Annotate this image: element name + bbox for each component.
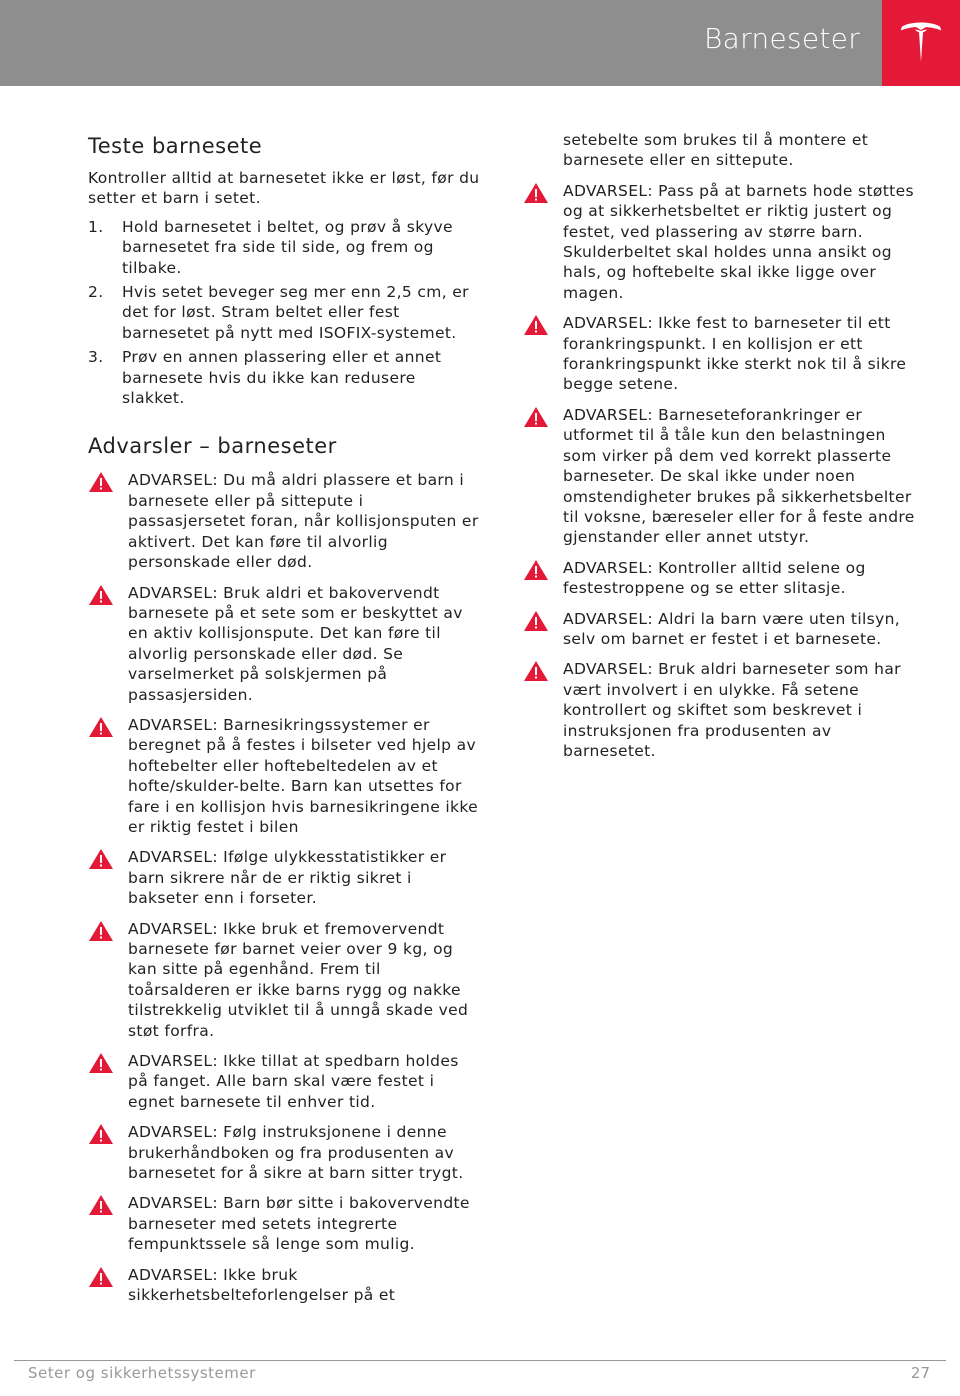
tesla-logo-icon [899, 18, 943, 66]
warning-item: ADVARSEL: Følg instruksjonene i denne brukerhåndboken og fra produsenten av barnesetet for å sikre at barn sitter trygt. [88, 1122, 480, 1183]
warning-item: ADVARSEL: Barneseteforankringer er utformet til å tåle kun den belastningen som virker på dem ved korrekt plasserte barneseter. De skal ikke under noen omstendigheter brukes på sikkerhetsbelter til voksne, bæreseler eller for å feste andre gjenstander eller annet utstyr. [523, 405, 918, 548]
page-number: 27 [910, 1364, 930, 1382]
warning-item: ADVARSEL: Ikke bruk sikkerhetsbelteforlengelser på et [88, 1265, 480, 1306]
warning-item: ADVARSEL: Pass på at barnets hode støttes og at sikkerhetsbeltet er riktig justert og festet, ved plassering av større barn. Skulderbeltet skal holdes unna ansikt og hals, og hoftebelte skal ikke ligge over magen. [523, 181, 918, 303]
right-column [523, 130, 918, 771]
warning-triangle-icon [88, 920, 114, 942]
warning-triangle-icon [88, 1052, 114, 1074]
footer-section-name: Seter og sikkerhetssystemer [28, 1364, 256, 1382]
warning-triangle-icon [88, 471, 114, 493]
warning-triangle-icon [88, 1194, 114, 1216]
page-header [0, 0, 960, 86]
warning-triangle-icon [523, 610, 549, 632]
warning-item: ADVARSEL: Bruk aldri et bakovervendt barnesete på et sete som er beskyttet av en aktiv kollisjonspute. Det kan føre til alvorlig personskade eller død. Se varselmerket på solskjermen på passasjersiden. [88, 583, 480, 705]
warning-triangle-icon [88, 716, 114, 738]
warning-item: ADVARSEL: Barn bør sitte i bakovervendte barneseter med setets integrerte fempunktssele så lenge som mulig. [88, 1193, 480, 1254]
footer-divider [14, 1360, 946, 1361]
warning-triangle-icon [523, 182, 549, 204]
warning-item: ADVARSEL: Aldri la barn være uten tilsyn, selv om barnet er festet i et barnesete. [523, 609, 918, 650]
left-column [88, 130, 480, 1316]
intro-paragraph: Kontroller alltid at barnesetet ikke er løst, før du setter et barn i setet. [88, 169, 480, 208]
warning-continuation: setebelte som brukes til å montere et barnesete eller en sittepute. [563, 131, 869, 170]
steps-list [88, 217, 480, 409]
section-heading-test: Teste barnesete [88, 134, 263, 158]
warning-item: ADVARSEL: Ikke fest to barneseter til ett forankringspunkt. I en kollisjon er ett forankringspunkt ikke sterkt nok til å sikre begge setene. [523, 313, 918, 395]
warning-item: ADVARSEL: Barnesikringssystemer er beregnet på å festes i bilseter ved hjelp av hoftebelter eller hoftebeltedelen av et hofte/skulder-belte. Barn kan utsettes for fare i en kollisjon hvis barnesikringene ikke er riktig festet i bilen [88, 715, 480, 837]
warning-triangle-icon [523, 314, 549, 336]
warning-triangle-icon [88, 1266, 114, 1288]
warning-triangle-icon [88, 848, 114, 870]
warning-item: ADVARSEL: Du må aldri plassere et barn i barnesete eller på sittepute i passasjersetet foran, når kollisjonsputen er aktivert. Det kan føre til alvorlig personskade eller død. [88, 470, 480, 572]
warning-triangle-icon [523, 406, 549, 428]
list-item: 1. Hold barnesetet i beltet, og prøv å skyve barnesetet fra side til side, og frem og tilbake. [88, 217, 453, 277]
section-heading-warnings: Advarsler – barneseter [88, 434, 337, 459]
warning-triangle-icon [523, 559, 549, 581]
chapter-title: Barneseter [703, 22, 860, 55]
warning-item: ADVARSEL: Bruk aldri barneseter som har vært involvert i en ulykke. Få setene kontrollert og skiftet som beskrevet i instruksjonen fra produsenten av barnesetet. [523, 659, 918, 761]
warning-item: ADVARSEL: Ifølge ulykkesstatistikker er barn sikrere når de er riktig sikret i bakseter enn i forseter. [88, 847, 480, 908]
warning-item: ADVARSEL: Ikke tillat at spedbarn holdes på fanget. Alle barn skal være festet i egnet barnesete til enhver tid. [88, 1051, 480, 1112]
warning-item: ADVARSEL: Kontroller alltid selene og festestroppene og se etter slitasje. [523, 558, 918, 599]
warning-item: ADVARSEL: Ikke bruk et fremovervendt barnesete før barnet veier over 9 kg, og kan sitte på egenhånd. Frem til toårsalderen er ikke barns rygg og nakke tilstrekkelig utviklet til å unngå skade ved støt forfra. [88, 919, 480, 1041]
brand-logo [882, 0, 960, 86]
list-item: 3. Prøv en annen plassering eller et annet barnesete hvis du ikke kan redusere slakket. [88, 348, 442, 408]
warning-triangle-icon [523, 660, 549, 682]
list-item: 2. Hvis setet beveger seg mer enn 2,5 cm, er det for løst. Stram beltet eller fest barnesetet på nytt med ISOFIX-systemet. [88, 283, 469, 342]
warning-triangle-icon [88, 1123, 114, 1145]
warning-triangle-icon [88, 584, 114, 606]
